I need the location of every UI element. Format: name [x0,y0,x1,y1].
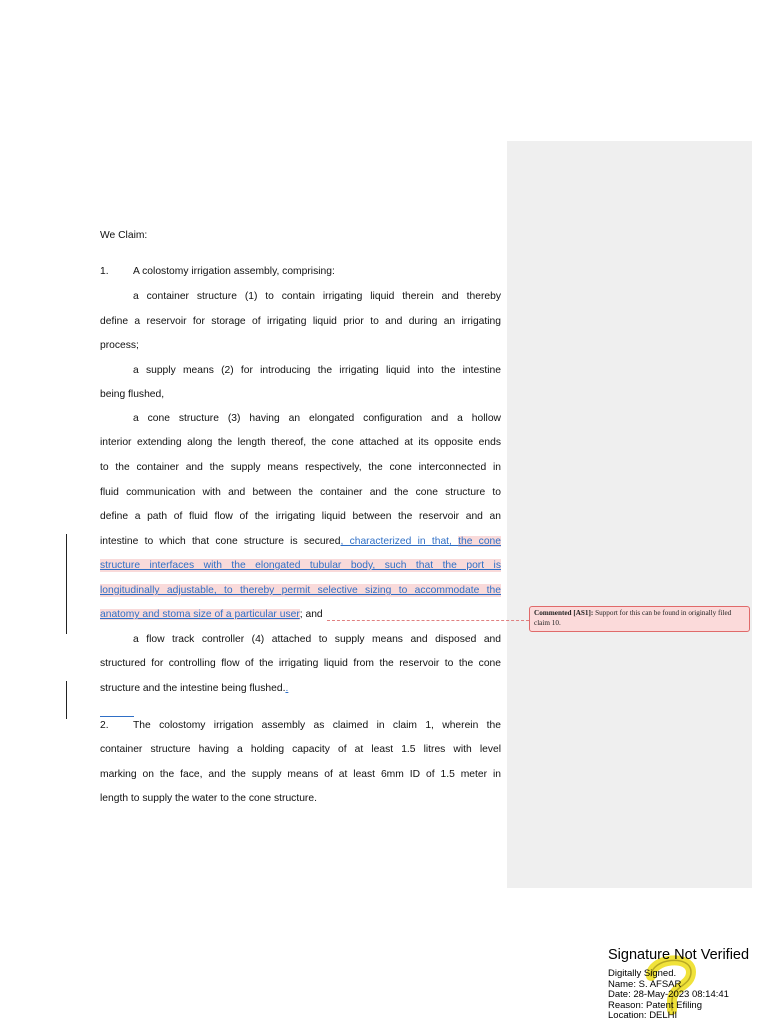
claim-1-element-c-line-5: define a path of fluid flow of the irrigating liquid between the reservoir and an [100,511,501,522]
comment-author: Commented [AS1]: [534,609,594,617]
comment-connector-line [327,620,529,621]
claim-1-element-c-line-9 [100,608,323,621]
claim-1-element-c-line-6 [100,535,501,548]
tracked-insertion[interactable]: . [285,683,289,694]
tracked-insertion[interactable]: , characterized in that, [340,536,459,547]
change-bar [66,534,67,634]
claim-1-element-c-line-9-text: ; and [299,609,323,620]
claim-2-line-1: The colostomy irrigation assembly as claimed in claim 1, wherein the [133,720,501,731]
claim-1-element-c-line-6-text: intestine to which that cone structure is secured [100,536,341,547]
tracked-change-marker [100,716,134,717]
signature-line: Digitally Signed. [608,968,677,979]
claims-heading: We Claim: [100,230,148,241]
tracked-insertion-line[interactable]: longitudinally adjustable, to thereby permit selective sizing to accommodate the [100,585,501,596]
claim-1-intro: A colostomy irrigation assembly, comprising: [133,266,335,277]
signature-location: Location: DELHI [608,1010,678,1021]
claim-1-element-d-line-3-text: structure and the intestine being flushed. [100,683,286,694]
claim-1-element-c-line-4: fluid communication with and between the container and the cone structure to [100,487,501,498]
claim-1-element-c-line-2: interior extending along the length thereof, the cone attached at its opposite ends [100,437,501,448]
claim-2-line-2: container structure having a holding capacity of at least 1.5 litres with level [100,744,501,755]
comment-balloon[interactable] [529,606,750,632]
claim-1-element-b-line-1: a supply means (2) for introducing the irrigating liquid into the intestine [133,365,501,376]
claim-1-element-c-line-3: to the container and the supply means respectively, the cone interconnected in [100,462,501,473]
tracked-insertion-line[interactable]: structure interfaces with the elongated tubular body, such that the port is [100,560,501,571]
signature-date: Date: 28-May-2023 08:14:41 [608,989,729,1000]
signature-details [608,969,768,1022]
signature-status: Signature Not Verified [608,947,750,963]
signature-name: Name: S. AFSAR [608,978,682,990]
digital-signature-block [608,946,768,1022]
comment-text: Support for this can be found in originally filed claim 10. [534,609,732,627]
claim-1-element-a-line-2: define a reservoir for storage of irrigating liquid prior to and during an irrigating [100,316,501,327]
claim-1-element-b-line-2: being flushed, [100,389,165,400]
tracked-insertion-commented[interactable]: the cone [458,536,501,547]
claim-1-number: 1. [100,266,109,277]
claim-1-element-d-line-1: a flow track controller (4) attached to supply means and disposed and [133,634,501,645]
claim-1-element-d-line-3 [100,682,288,695]
claim-1-element-a-line-1: a container structure (1) to contain irrigating liquid therein and thereby [133,291,501,302]
claim-2-line-4: length to supply the water to the cone structure. [100,793,317,804]
claim-1-element-a-line-3: process; [100,340,139,351]
tracked-insertion-commented[interactable]: anatomy and stoma size of a particular user [100,609,300,620]
comment-margin-pane [507,141,752,888]
claim-1-element-d-line-2: structured for controlling flow of the irrigating liquid from the reservoir to the cone [100,658,501,669]
change-bar [66,681,67,719]
claim-1-element-c-line-1: a cone structure (3) having an elongated configuration and a hollow [133,413,501,424]
claim-2-number: 2. [100,720,109,731]
claim-2-line-3: marking on the face, and the supply means of at least 6mm ID of 1.5 meter in [100,769,501,780]
signature-reason: Reason: Patent Efiling [608,999,703,1011]
